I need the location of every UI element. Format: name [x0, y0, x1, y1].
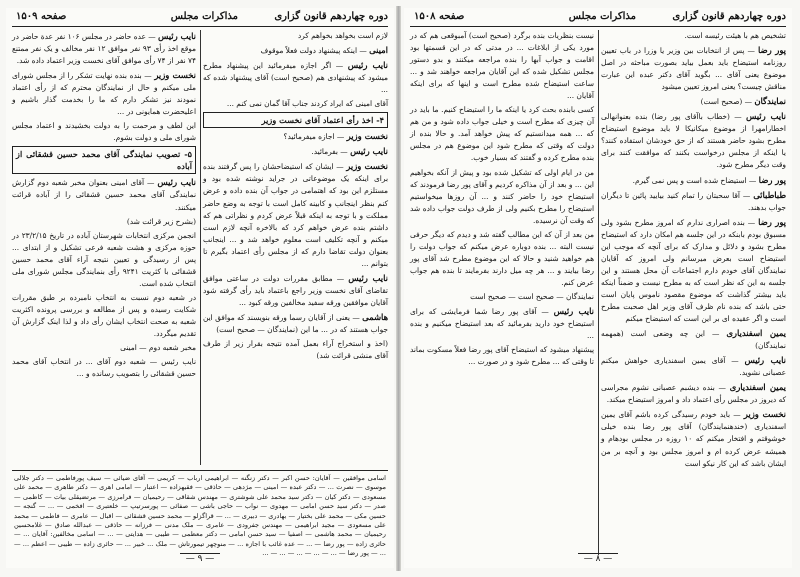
- speech-paragraph: [12, 176, 196, 213]
- speaker-name: نایب رئیس: [348, 272, 388, 283]
- text-paragraph: [410, 167, 594, 227]
- text-paragraph: [203, 98, 388, 110]
- speaker-name: نخست وزیر: [346, 131, 388, 142]
- text-paragraph: [410, 104, 594, 164]
- speech-paragraph: [203, 272, 388, 309]
- speech-paragraph: [601, 216, 786, 325]
- speaker-name: نخست وزیر: [154, 70, 196, 81]
- body-text: — اجازه میفرمائید؟: [283, 132, 345, 142]
- footnote-rule: [12, 470, 388, 471]
- speaker-name: نایب رئیس: [553, 306, 594, 317]
- body-text: تشخیص هم با هیئت رئیسه است.: [684, 31, 786, 40]
- speaker-name: پور رضا: [758, 216, 787, 227]
- text-paragraph: [12, 356, 196, 380]
- text-paragraph: [410, 344, 594, 368]
- text-paragraph: [410, 30, 594, 102]
- body-text: — بنده اصراری ندارم که امروز مطرح بشود ولی مسبوق بودم بابنکه در این جلسه هم امکان دارد که استیضاح مطرح بشود و دلائل و مدارک که برای آنچه که موجب این استیضاح است بعرض میرسانم ولی امروز که آقایان نمایندگان آقای خودم دارم اجتماعات آن محل هستند و این جلسه به این که نظر است که به مطرح نیست و ضمناً اینکه باید بیشتر گذاشت که موضوع مقصود ناموس پایان است حتی باشد که بنده نام ظرف آقای وزیر اهل صحبت مطرح است و اگر عقیده ای بر این است که استیضاح میکنم: [601, 217, 786, 324]
- speaker-name: پور رضا: [758, 174, 786, 185]
- column-rule: [200, 30, 201, 465]
- text-paragraph: [410, 291, 594, 303]
- speaker-name: هاشمی: [362, 311, 388, 322]
- text-paragraph: [12, 230, 196, 290]
- text-paragraph: [601, 30, 786, 42]
- right-page-right-column: [601, 30, 786, 555]
- right-page-left-column: [410, 30, 594, 555]
- header-page-label: صفحه ۱۵۰۸: [414, 11, 465, 22]
- body-text: — ایشان که استیضاحشان را پس گرفتند بنده برای اینکه یک موضوعاتی در جراید نوشته شده بود و مستلزم این بود که اهتمامی در جواب آن بنده داده و عرض کنم بنظر اینجانب و کابینه کامل است با توجه به وضع حاضر مملکت و با توجه به اینکه قبلاً عرض کردم و نظراتی هم که داشتم بنده عرض خواهم کرد که بالاخره آنچه لازم است میکنم و آنچه تکلیف است معلوم خواهد شد و ... اینجانب بعنوان دولت تقاضا دارم که از مجلس رأی اعتماد بگیرم تا بتوانم ...: [203, 162, 388, 268]
- body-text: نایب رئیس — شعبه دوم آقای ... در انتخاب آقای محمد حسین قشقائی را بتصویب رسانده و ...: [12, 357, 196, 379]
- body-text: نیست بنظریات بنده برگرد (صحیح است) آمبوقعی هم که در مورد یکی از ابلاغات ... در مدتی که در این قسمتها بود اقامت و جواب آبها را بنده مراجعه میکنند و بدو دستور مجلس تشکیل شده که این آقایان مراجعه خواهند شد و ... ساعت استیضاح شده مطرح است و اینها که برای اینکه آقایان ...: [410, 31, 594, 101]
- body-text: — بنده دیشبم عصبانی نشوم مجراسی که دیروز در مجلس رأی اعتماد داد و امروز استیضاح میکند.: [601, 383, 786, 405]
- speaker-name: طباطبائی: [753, 189, 786, 200]
- body-text: من در ایام اولی که تشکیل شده بود و پیش از آنکه بخواهیم این ... و بعد از آن مذاکره کردیم و آقای پور رضا فرمودند که استیضاح خود را حاضر کنند و ... آن روزها میخواستیم استیضاح را مطرح بکنیم ولی از طرف دولت جواب داده شد که وقت آن نرسیده.: [410, 167, 594, 225]
- speaker-name: یمین اسفندیاری: [726, 328, 786, 339]
- body-text: — باید خودم رسیدگی کرده باشم آقای یمین اسفندیاری (خندهنمایندگان) آقای پور رضا بنده خیلی خوشوقتم و افتخار میکنم که ۱۰ روزه در مجلس بودهام و همیشه عرض کرده ام و امروز مجلس بود و آنچه بر من ایشان باشد که این کار نیکو است: [601, 410, 786, 468]
- speaker-name: نایب رئیس: [350, 146, 388, 157]
- speech-paragraph: [601, 327, 786, 352]
- speech-paragraph: [601, 44, 786, 93]
- body-text: — اگر اجازه میفرمائید این پیشنهاد مطرح میشود که پیشنهادی هم (صحیح است) آقای پیشنهاد شده که ...: [203, 61, 388, 95]
- body-text: — اینکه پیشنهاد دولت فعلاً موقوف: [260, 46, 367, 56]
- speech-paragraph: [12, 30, 196, 67]
- body-text: — آقای امینی بعنوان مخبر شعبه دوم گزارش نمایندگی آقای محمد حسین قشقائی را از آباده قرائت میکنند.: [12, 178, 196, 212]
- body-text: آقای امینی که ایراد کردند جناب آقا گمان نمی کنم ...: [226, 99, 388, 109]
- speech-paragraph: [203, 160, 388, 269]
- left-page-left-column: [12, 30, 196, 465]
- speech-paragraph: [601, 408, 786, 469]
- speaker-name: امینی: [369, 45, 388, 56]
- footnote-names-list: اسامی موافقین — آقایان: حسن اکبر — دکتر زنگنه — ابراهیمی ارباب — کریمی — آقای ضیائی — سیف پورفاطمی — دکتر جلالی موسوی — نصرت ... — دکتر عبده — امینی — مژدهی — حاذقی — فقیهزاده — اعتبار — امامی اهری — دکتر طاهری — محمد علی مسعودی — دکتر کیان — دکتر سید محمد علی شوشتری — مهندس شقاقی — رحیمیان — فرامرزی — مرتضیقلی بیات — کاظمی — صدر — دکتر سید حسن امامی — مهدوی — نواب — حاجی باشی — صفائی — پورسرتیپ — خلعتبری — افخمی — ... — گنجه — حسین مکی — محمد علی بختیار — بهادری — دبیری — ... — قراگزلو — محمد حسین قشقائی — اقبال — عامری — فاطمی — محمد علی مسعودی — مجید ابراهیمی — مهندس جفرودی — عامری — ملک مدنی — فرزانه — حاذقی — عبدالله صادق — غلامحسین رحیمیان — محمد هاشمی — اصفیا — سید حسن امامی — دکتر معظمی — طیبی — هدایتی — ... — اسامی مخالفین: آقایان ... — حائری زاده — پور رضا — ... — عده غائب با اجازه ... — منوچهر تیمورتاش — ملک ... خبیر ... — حائری زاده — طیبی — اعظم ... — ... — پور رضا — ... — ... — ... — ... — ...: [14, 474, 386, 558]
- page-number: — ۸ —: [404, 554, 792, 564]
- speech-paragraph: [203, 130, 388, 143]
- body-text: لازم است بخواهد بخواهم کرد: [297, 31, 388, 40]
- column-rule: [598, 30, 599, 555]
- book-gutter: [396, 6, 401, 571]
- speech-paragraph: [601, 95, 786, 108]
- body-text: من بعد از آن که این مطالب گفته شد و دیدم که دیگر حرفی نیست البته ... بنده دوباره عرض میکنم که جواب دولت را هم خواهید شنید و حالا که این موضوع مطرح شد آقای پور رضا بیایند و ... هر چه میل دارند بفرمایند تا بنده هم جواب عرض کنم.: [410, 229, 594, 287]
- speaker-name: نایب رئیس: [157, 177, 196, 188]
- speaker-name: پور رضا: [757, 45, 786, 56]
- right-page: [404, 8, 792, 568]
- page-number: — ۹ —: [6, 554, 394, 564]
- text-paragraph: [12, 216, 196, 228]
- text-paragraph: [203, 30, 388, 42]
- left-page-header: [12, 8, 388, 27]
- body-text: (بشرح زیر قرائت شد): [126, 216, 196, 226]
- text-paragraph: [12, 292, 196, 340]
- body-text: انجمن مرکزی انتخابات شهرستان آباده در تاریخ ۲۳/۲/۱۵ در حوزه مرکزی و هشت شعبه فرعی تشکیل و از ابتدای ... پس از رسیدگی و تعیین نتیجه آراء آقای محمد حسین قشقائی با کثریت ۹۲۴۱ رأی بنمایندگی مجلس شورای ملی انتخاب شده است.: [12, 230, 196, 288]
- speech-paragraph: [12, 69, 196, 118]
- speaker-name: نمایندگان: [754, 96, 786, 107]
- header-page-label: صفحه ۱۵۰۹: [16, 11, 67, 22]
- body-text: — پس از انتخابات بین وزیر یا وزرا در باب تعیین روزنامه استیضاح باید بعمل بیاید بصورت مباحثه در اصل موضوع یعنی آقای ... بگوید آقای دکتر عبده این عبارت مناقش چیست؟ یعنی امروز تعیین میشود: [601, 46, 786, 92]
- body-text: — عده حاضر در مجلس ۱۰۶ نفر عدة حاضر در موقع اخذ رأی ۹۳ نفر موافق ۱۲ نفر مخالف و یک نفر ممتنع ۷۴ نفر از ۷۴ رأی موافق آقای نخست وزیر اعتماد داده شد.: [12, 32, 197, 66]
- header-title: دوره چهاردهم قانون گزاری: [672, 11, 786, 22]
- text-paragraph: [410, 229, 594, 289]
- body-text: — این چه وضعی است (همهمه نمایندگان): [601, 329, 786, 351]
- body-text: کسی بابنده بحث کرد یا اینکه ما را استیضاح کنیم. ما باید در آن چیزی که مطرح است و خیلی جواب داده شود و من هم که ... همه میدانستیم که پیش خواهد آمد. و حالا بنده از دولت که وقتی که مطرح شود این موضوع هم در مجلس بنده مطرح کرده و گفتند که بسیار خوب.: [410, 105, 594, 163]
- header-section: مذاکرات مجلس: [170, 11, 238, 22]
- speaker-name: یمین اسفندیاری: [729, 382, 786, 393]
- speech-paragraph: [410, 305, 594, 342]
- body-text: — آقای پور رضا شما فرمایشی که برای استیضاح خود دارید بفرمائید که بعد استیضاح میکنیم و بنده ...: [410, 307, 594, 341]
- body-text: (اخذ و استخراج آراء بعمل آمده نتیجه بقرار زیر از طرف آقای منشی قرائت شد): [203, 339, 388, 361]
- body-text: — (خطاب باآقای پور رضا) بنده بعنوانهالی اخطارامهرا از موضوع میکانیکا لا باید موضوع استیضاح مطرح بشود حاضر هستند که از حق خودشان استفاده کنند؟ یا اینکه از مجلس درخواست بکنند که موافقت کنند برای وقت دیگر مطرح شود.: [601, 112, 786, 170]
- speaker-name: نخست وزیر: [743, 409, 786, 420]
- speaker-name: نایب رئیس: [158, 31, 196, 41]
- body-text: — آقای یمین اسفندیاری خواهش میکنم عصبانی نشوید.: [601, 356, 786, 378]
- speech-paragraph: [203, 311, 388, 336]
- speech-paragraph: [601, 381, 786, 406]
- text-paragraph: [203, 338, 388, 362]
- body-text: — مطابق مقررات دولت در ساعتی موافق تقاضای آقای نخست وزیر راجع باعتماد باید رأی گرفته شود آقایان موافقین ورقه سفید مخالفین ورقه کبود ...: [203, 273, 388, 307]
- text-paragraph: [12, 120, 196, 144]
- right-page-header: [410, 8, 786, 27]
- body-text: — بنده بنده نهایت تشکر را از مجلس شورای ملی میکنم و حال از نمایندگان محترم که از رأی اعتماد نمودند نیز تشکر دارم که ما را بخدمت گذار باشیم و اعلیحضرت همایونی در ...: [12, 71, 196, 117]
- section-heading-box: ۵- تصویب نمایندگی آقای محمد حسین قشقائی از آباده: [12, 146, 196, 174]
- body-text: مخبر شعبه دوم — امینی: [120, 343, 196, 353]
- speech-paragraph: [601, 110, 786, 171]
- speech-paragraph: [203, 59, 388, 96]
- body-text: — یعنی از آقایان رسما ورقه بنویسند که موافق این جواب هستند که در ... ما این (نمایندگان — صحیح است): [203, 312, 388, 334]
- body-text: در شعبه دوم نسبت به انتخاب نامبرده بر طبق مقررات شکایت رسیده و پس از مطالعه و بررسی پرونده اکثریت شعبه به صحت انتخاب ایشان رأی داد و لذا اینک گزارش آن تقدیم میگردد.: [12, 292, 196, 338]
- section-heading-box: ۴- اخذ رأی اعتماد آقای نخست وزیر: [203, 112, 388, 128]
- speaker-name: نایب رئیس: [347, 60, 388, 71]
- speaker-name: نایب رئیس: [744, 355, 786, 366]
- body-text: این لطف و مرحمت را به دولت بخشیدند و اعتماد مجلس شورای ملی و دولت بشوم.: [12, 121, 196, 143]
- body-text: پیشنهاد میشود که استیضاح آقای پور رضا فعلاً مسکوت بماند تا وقتی که ... مطرح شود و در صورت ...: [410, 345, 594, 367]
- speaker-name: نخست وزیر: [346, 161, 388, 172]
- body-text: — استیضاح شده است و پس نمی گیرم.: [632, 175, 757, 185]
- header-title: دوره چهاردهم قانون گزاری: [274, 11, 388, 22]
- text-paragraph: [12, 342, 196, 354]
- speech-paragraph: [601, 189, 786, 214]
- speaker-name: نایب رئیس: [746, 111, 786, 122]
- speech-paragraph: [601, 354, 786, 379]
- speech-paragraph: [203, 145, 388, 158]
- speech-paragraph: [203, 44, 388, 57]
- left-page-right-column: [203, 30, 388, 465]
- body-text: نمایندگان — صحیح است — صحیح است: [470, 291, 594, 301]
- left-page: [6, 8, 394, 568]
- speech-paragraph: [601, 174, 786, 187]
- header-section: مذاکرات مجلس: [568, 11, 636, 22]
- body-text: — آقا سحبتان را تمام کنید بیایید پائین تا دیگران جواب بدهند.: [601, 190, 786, 212]
- body-text: — (صحیح است): [700, 97, 752, 107]
- body-text: — بفرمائید.: [311, 147, 348, 157]
